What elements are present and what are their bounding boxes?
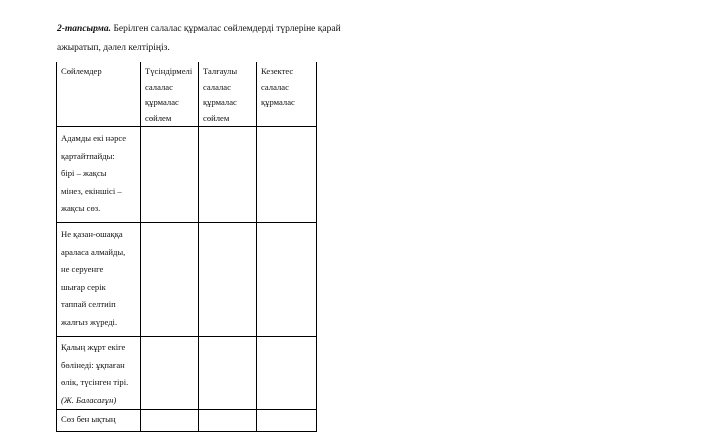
table-row (57, 410, 317, 432)
header-line: Түсіндірмелі (145, 66, 193, 76)
table-row (57, 337, 317, 410)
answer-cell-alternative[interactable] (199, 127, 257, 223)
sentence-line: бірі – жақсы (61, 168, 107, 178)
header-line: құрмалас (145, 97, 179, 107)
task-number: 2-тапсырма. (57, 24, 112, 34)
sentence-line: таппай селтиіп (61, 299, 116, 309)
sentence-line: бөлінеді: ұқпаған (61, 359, 125, 370)
header-line: салалас (145, 81, 173, 92)
sentence-line: өлік, түсінген тірі. (61, 377, 129, 387)
header-line: Талғаулы (203, 66, 238, 76)
sentence-line: жалғыз жүреді. (61, 316, 118, 327)
answer-cell-alternative[interactable] (199, 410, 257, 432)
table-row (57, 127, 317, 223)
sentence-line: шығар серік (61, 281, 106, 292)
header-explanatory (141, 62, 199, 127)
sentence-classification-table (56, 62, 317, 432)
table-row (57, 223, 317, 337)
answer-cell-alternative[interactable] (199, 223, 257, 337)
answer-cell-explanatory[interactable] (141, 410, 199, 432)
sentence-line: Сөз бен ықтың (61, 414, 116, 424)
header-line: сөйлем (203, 112, 230, 123)
task-instruction (57, 20, 357, 58)
answer-cell-sequential[interactable] (257, 223, 317, 337)
header-line: Сөйлемдер (61, 66, 102, 76)
header-line: құрмалас (261, 97, 295, 107)
answer-cell-explanatory[interactable] (141, 337, 199, 410)
sentence-cell (57, 223, 141, 337)
sentence-line: Не қазан-ошаққа (61, 229, 123, 239)
header-sequential (257, 62, 317, 127)
sentence-line: қартайтпайды: (61, 150, 115, 161)
header-line: Кезектес (261, 66, 294, 76)
sentence-citation: (Ж. Баласағұн) (61, 394, 117, 405)
sentence-cell (57, 127, 141, 223)
sentence-line: Адамды екі нәрсе (61, 133, 127, 143)
answer-cell-sequential[interactable] (257, 337, 317, 410)
answer-cell-alternative[interactable] (199, 337, 257, 410)
answer-cell-explanatory[interactable] (141, 127, 199, 223)
sentence-line: араласа алмайды, (61, 246, 126, 257)
answer-cell-explanatory[interactable] (141, 223, 199, 337)
sentence-line: жақсы сөз. (61, 203, 101, 213)
header-sentences (57, 62, 141, 127)
sentence-cell (57, 337, 141, 410)
header-line: сөйлем (145, 112, 172, 123)
header-alternative (199, 62, 257, 127)
header-line: құрмалас (203, 97, 237, 107)
task-text: Берілген салалас құрмалас сөйлемдерді түрлеріне қарай ажыратып, дәлел келтіріңіз. (57, 24, 341, 53)
sentence-line: Қалың жұрт екіге (61, 342, 126, 352)
table-header-row (57, 62, 317, 127)
answer-cell-sequential[interactable] (257, 410, 317, 432)
answer-cell-sequential[interactable] (257, 127, 317, 223)
sentence-cell (57, 410, 141, 432)
sentence-line: не серуенге (61, 264, 104, 274)
header-line: салалас (261, 81, 289, 92)
header-line: салалас (203, 81, 231, 92)
sentence-line: мінез, екіншісі – (61, 185, 122, 196)
